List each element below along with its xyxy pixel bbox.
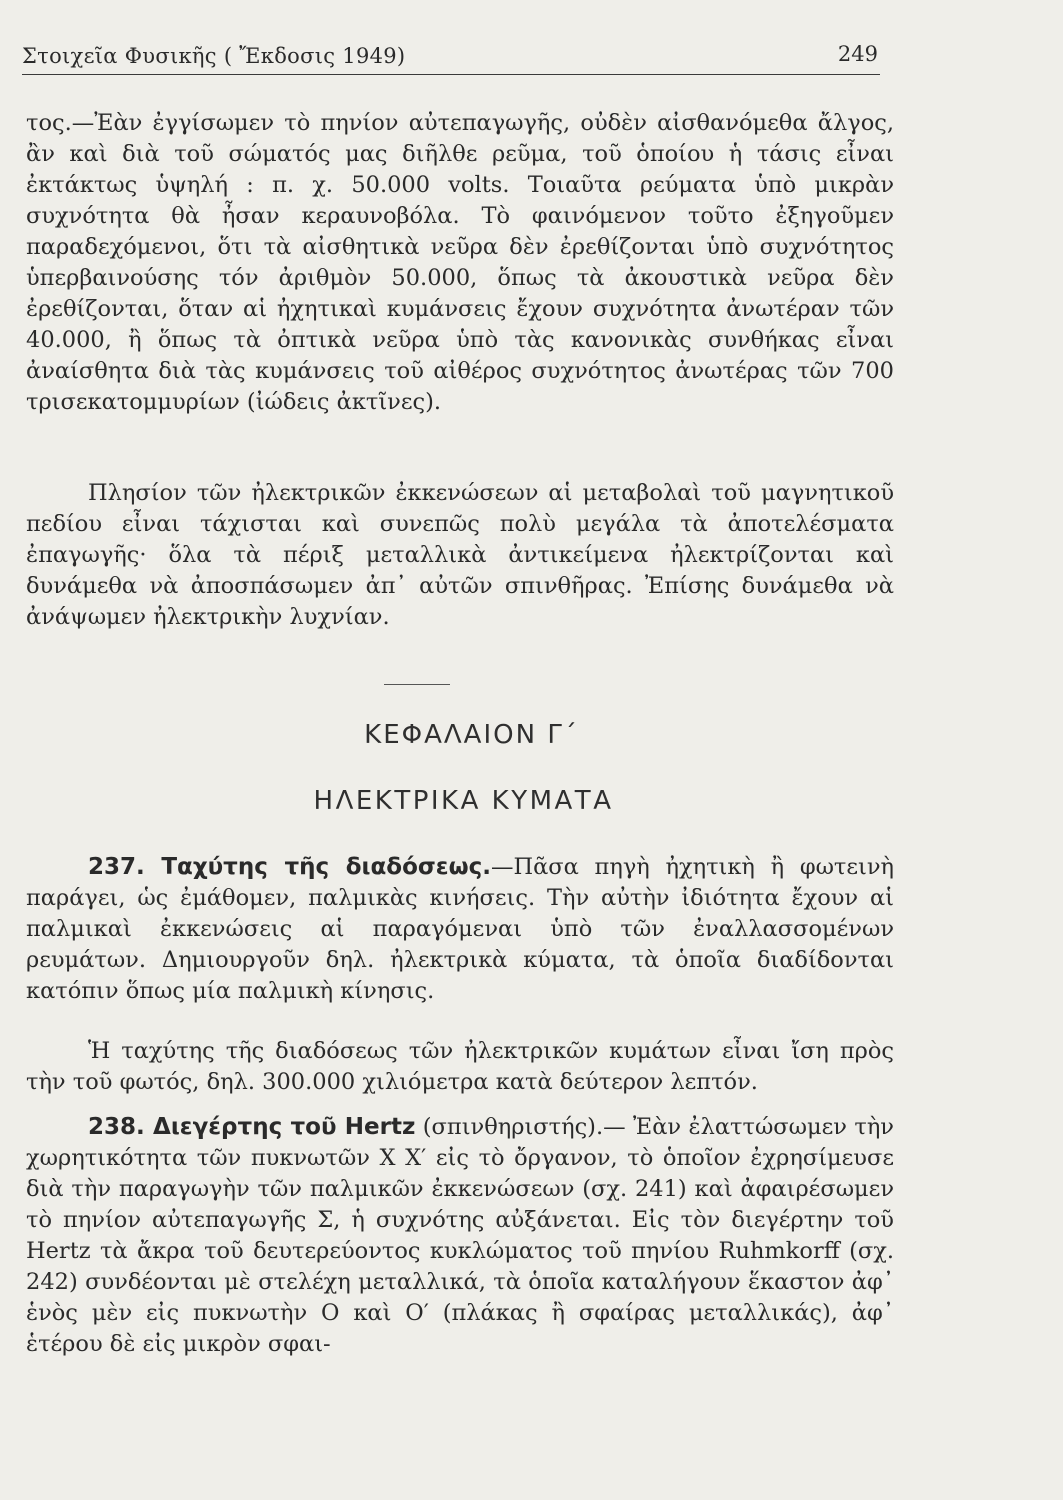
running-header	[22, 40, 880, 75]
paragraph-speed: Ἡ ταχύτης τῆς διαδόσεως τῶν ἠλεκτρικῶν κυμάτων εἶναι ἴση πρὸς τὴν τοῦ φωτός, δηλ. 300.000 χιλιόμετρα κατὰ δεύτερον λεπτόν.	[26, 1038, 894, 1095]
paragraph-continuation: τος.—Ἐὰν ἐγγίσωμεν τὸ πηνίον αὐτεπαγωγῆς, οὐδὲν αἰσθανόμεθα ἄλγος, ἂν καὶ διὰ τοῦ σώματός μας διῆλθε ρεῦμα, τοῦ ὁποίου ἡ τάσις εἶναι ἐκτάκτως ὑψηλή : π. χ. 50.000 volts. Τοιαῦτα ρεύματα ὑπὸ μικρὰν συχνότητα θὰ ἦσαν κεραυνοβόλα. Τὸ φαινόμενον τοῦτο ἐξηγοῦμεν παραδεχόμενοι, ὅτι τὰ αἰσθητικὰ νεῦρα δὲν ἐρεθίζονται ὑπὸ συχνότητος ὑπερβαινούσης τόν ἀριθμὸν 50.000, ὅπως τὰ ἀκουστικὰ νεῦρα δὲν ἐρεθίζονται, ὅταν αἱ ἠχητικαὶ κυμάνσεις ἔχουν συχνότητα ἀνωτέραν τῶν 40.000, ἢ ὅπως τὰ ὀπτικὰ νεῦρα ὑπὸ τὰς κανονικὰς συνθήκας εἶναι ἀναίσθητα διὰ τὰς κυμάνσεις τοῦ αἰθέρος συχνότητος ἀνωτέρας τῶν 700 τρισεκατομμυρίων (ἰώδεις ἀκτῖνες).	[26, 110, 894, 415]
section-237	[26, 852, 894, 1007]
section-237-text: —Πᾶσα πηγὴ ἠχητικὴ ἢ φωτεινὴ παράγει, ὡς ἐμάθομεν, παλμικὰς κινήσεις. Τὴν αὐτὴν ἰδιότητα ἔχουν αἱ παλμικαὶ ἐκκενώσεις αἱ παραγόμεναι ὑπὸ τῶν ἐναλλασσομένων ρευμάτων. Δημιουργοῦν δηλ. ἠλεκτρικὰ κύματα, τὰ ὁποῖα διαδίδονται κατόπιν ὅπως μία παλμικὴ κίνησις.	[26, 854, 894, 1004]
section-divider	[384, 684, 450, 685]
paragraph-magnetic-field: Πλησίον τῶν ἠλεκτρικῶν ἐκκενώσεων αἱ μεταβολαὶ τοῦ μαγνητικοῦ πεδίου εἶναι τάχισται καὶ συνεπῶς πολὺ μεγάλα τὰ ἀποτελέσματα ἐπαγωγῆς· ὅλα τὰ πέριξ μεταλλικὰ ἀντικείμενα ἠλεκτρίζονται καὶ δυνάμεθα νὰ ἀποσπάσωμεν ἀπ᾽ αὐτῶν σπινθῆρας. Ἐπίσης δυνάμεθα νὰ ἀνάψωμεν ἠλεκτρικὴν λυχνίαν.	[26, 480, 894, 630]
section-237-heading: 237. Ταχύτης τῆς διαδόσεως.	[88, 854, 491, 880]
chapter-title: ΗΛΕΚΤΡΙΚΑ ΚΥΜΑΤΑ	[313, 786, 614, 816]
section-238-heading: 238. Διεγέρτης τοῦ Hertz	[88, 1114, 416, 1140]
section-238	[26, 1112, 894, 1360]
page-number: 249	[837, 42, 878, 66]
section-238-text: (σπινθηριστής).— Ἐὰν ἐλαττώσωμεν τὴν χωρητικότητα τῶν πυκνωτῶν Χ Χ′ εἰς τὸ ὄργανον, τὸ ὁποῖον ἐχρησίμευσε διὰ τὴν παραγωγὴν τῶν παλμικῶν ἐκκενώσεων (σχ. 241) καὶ ἀφαιρέσωμεν τὸ πηνίον αὐτεπαγωγῆς Σ, ἡ συχνότης αὐξάνεται. Εἰς τὸν διεγέρτην τοῦ Hertz τὰ ἄκρα τοῦ δευτερεύοντος κυκλώματος τοῦ πηνίου Ruhmkorff (σχ. 242) συνδέονται μὲ στελέχη μεταλλικά, τὰ ὁποῖα καταλήγουν ἕκαστον ἀφ᾽ ἑνὸς μὲν εἰς πυκνωτὴν Ο καὶ Ο′ (πλάκας ἢ σφαίρας μεταλλικάς), ἀφ᾽ ἑτέρου δὲ εἰς μικρὸν σφαι-	[26, 1114, 894, 1357]
chapter-number: ΚΕΦΑΛΑΙΟΝ Γ΄	[364, 720, 579, 750]
header-title: Στοιχεῖα Φυσικῆς ( Ἔκδοσις 1949)	[22, 44, 406, 68]
